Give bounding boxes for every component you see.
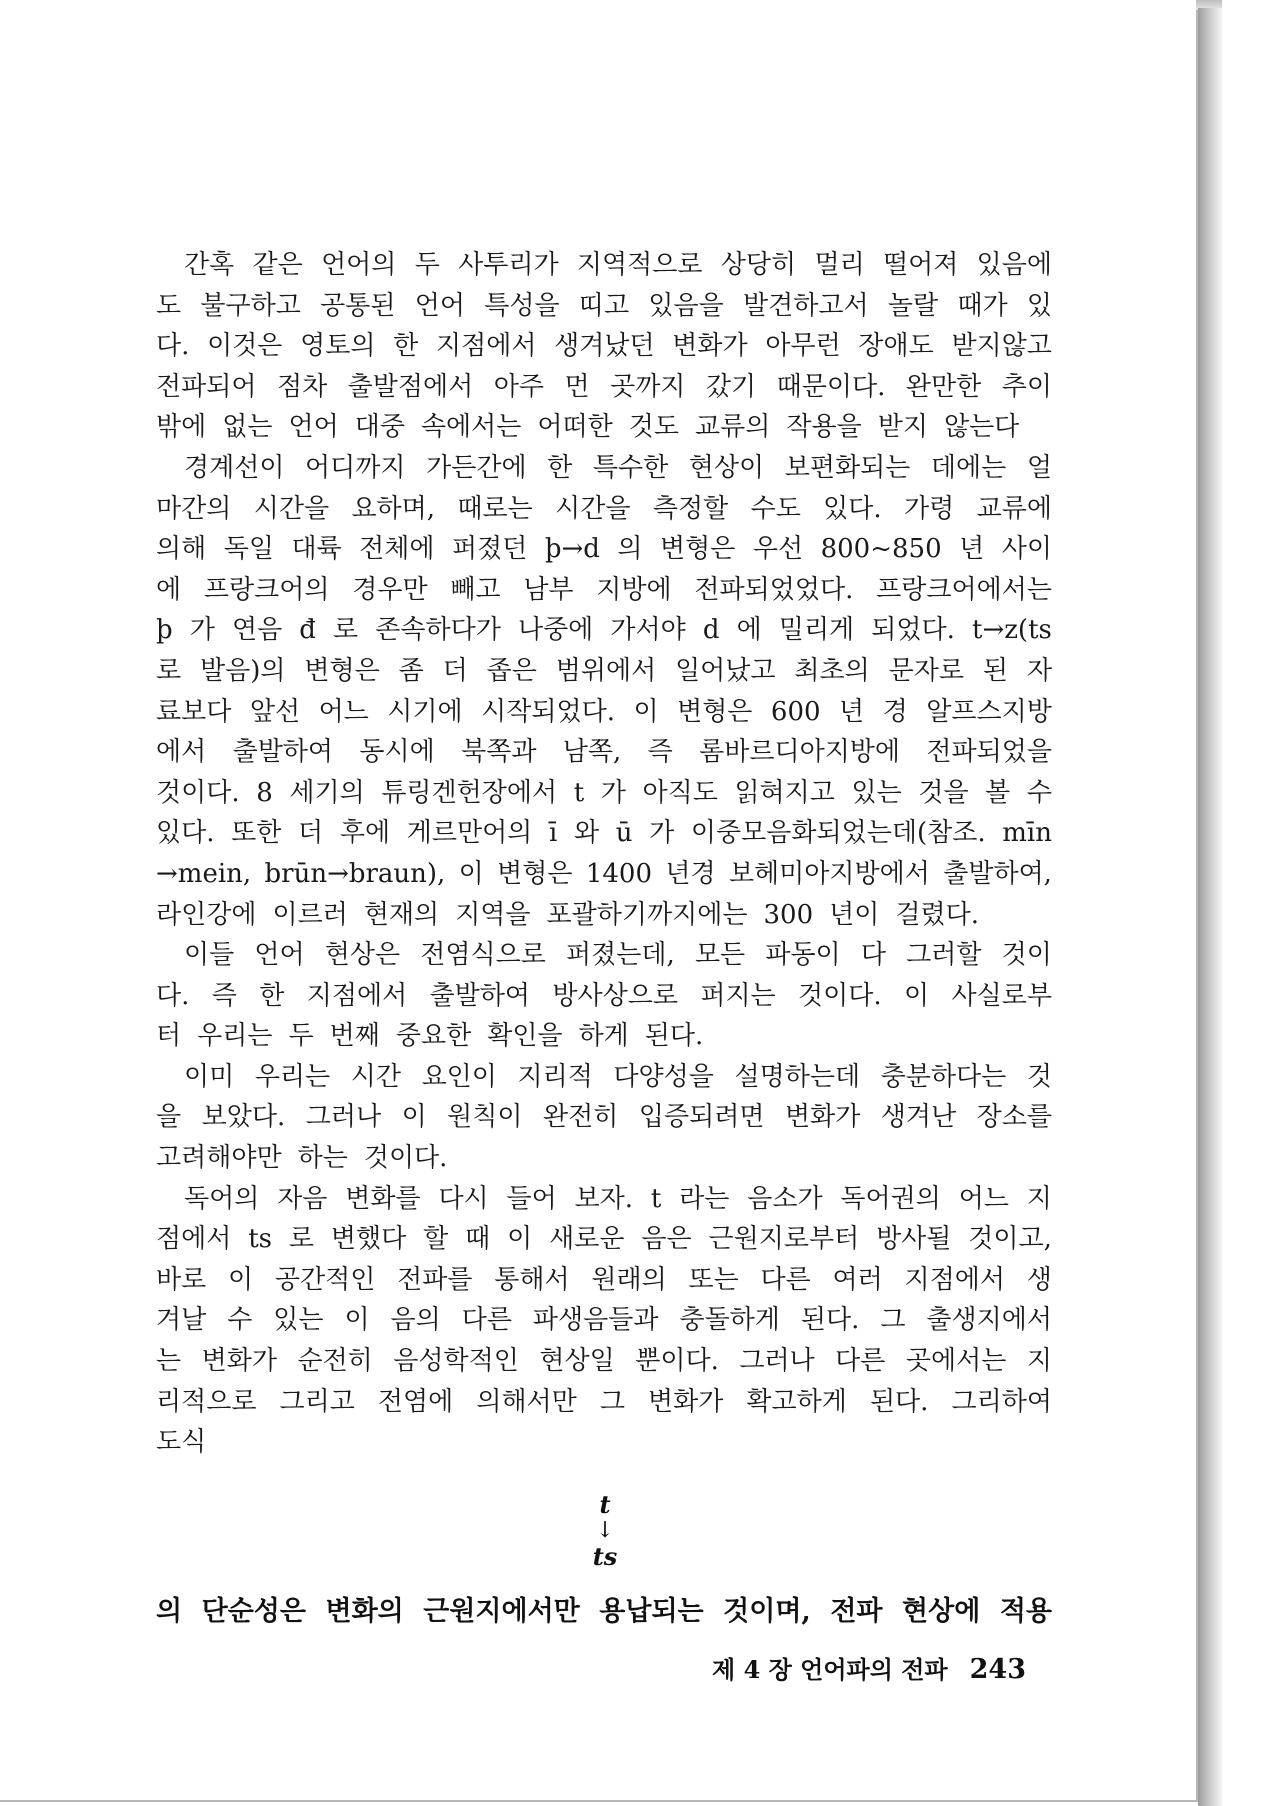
text-line: →mein, brūn→braun), 이 변형은 1400 년경 보헤미아지방에서 출발하여, bbox=[156, 858, 1052, 889]
paragraph bbox=[156, 1057, 1052, 1179]
formula-source-sound: t bbox=[599, 1490, 611, 1519]
text-line: 이들 언어 현상은 전염식으로 퍼졌는데, 모든 파동이 다 그러할 것이 bbox=[184, 940, 1052, 971]
text-line: 터 우리는 두 번째 중요한 확인을 하게 된다. bbox=[156, 1021, 704, 1052]
text-line: 리적으로 그리고 전염에 의해서만 그 변화가 확고하게 된다. 그리하여 bbox=[156, 1386, 1052, 1417]
text-line: 밖에 없는 언어 대중 속에서는 어떠한 것도 교류의 작용을 받지 않는다 bbox=[156, 412, 1020, 443]
down-arrow-icon: ↓ bbox=[595, 1518, 615, 1543]
paragraph bbox=[156, 245, 1052, 448]
text-line: 다. 이것은 영토의 한 지점에서 생겨났던 변화가 아무런 장애도 받지않고 bbox=[156, 331, 1052, 362]
formula-target-sound: ts bbox=[592, 1542, 618, 1571]
text-line: 있다. 또한 더 후에 게르만어의 ī 와 ū 가 이중모음화되었는데(참조. mīn bbox=[156, 818, 1052, 849]
text-line: 로 발음)의 변형은 좀 더 좁은 범위에서 일어났고 최초의 문자로 된 자 bbox=[156, 655, 1052, 686]
text-line: 이미 우리는 시간 요인이 지리적 다양성을 설명하는데 충분하다는 것 bbox=[184, 1061, 1052, 1092]
page-edge-shadow bbox=[1198, 8, 1222, 1806]
running-footer bbox=[706, 1650, 1026, 1690]
text-line: 료보다 앞선 어느 시기에 시작되었다. 이 변형은 600 년 경 알프스지방 bbox=[156, 696, 1052, 727]
text-line: 마간의 시간을 요하며, 때로는 시간을 측정할 수도 있다. 가령 교류에 bbox=[156, 493, 1052, 524]
text-line: 에 프랑크어의 경우만 빼고 남부 지방에 전파되었었다. 프랑크어에서는 bbox=[156, 574, 1052, 605]
text-line: 라인강에 이르러 현재의 지역을 포괄하기까지에는 300 년이 걸렸다. bbox=[156, 899, 979, 930]
text-line: 는 변화가 순전히 음성학적인 현상일 뿐이다. 그러나 다른 곳에서는 지 bbox=[156, 1346, 1052, 1377]
text-line: 도 불구하고 공통된 언어 특성을 띠고 있음을 발견하고서 놀랄 때가 있 bbox=[156, 290, 1052, 321]
text-line: 겨날 수 있는 이 음의 다른 파생음들과 충돌하게 된다. 그 출생지에서 bbox=[156, 1305, 1052, 1336]
text-line: 점에서 ts 로 변했다 할 때 이 새로운 음은 근원지로부터 방사될 것이고, bbox=[156, 1224, 1052, 1255]
text-line: 고려해야만 하는 것이다. bbox=[156, 1143, 448, 1174]
text-line: 의해 독일 대륙 전체에 퍼졌던 þ→d 의 변형은 우선 800~850 년 사이 bbox=[156, 534, 1052, 565]
paragraph bbox=[156, 448, 1052, 935]
text-line: 바로 이 공간적인 전파를 통해서 원래의 또는 다른 여러 지점에서 생 bbox=[156, 1264, 1052, 1295]
text-line: 간혹 같은 언어의 두 사투리가 지역적으로 상당히 멀리 떨어져 있음에 bbox=[184, 250, 1052, 280]
body-text bbox=[156, 245, 1052, 1463]
text-line: 전파되어 점차 출발점에서 아주 먼 곳까지 갔기 때문이다. 완만한 추이 bbox=[156, 371, 1052, 402]
text-line: þ 가 연음 đ 로 존속하다가 나중에 가서야 d 에 밀리게 되었다. t→z(ts bbox=[156, 615, 1052, 646]
chapter-title: 제 4 장 언어파의 전파 bbox=[712, 1655, 948, 1684]
paragraph bbox=[156, 1179, 1052, 1463]
text-line: 경계선이 어디까지 가든간에 한 특수한 현상이 보편화되는 데에는 얼 bbox=[184, 452, 1052, 483]
text-line: 에서 출발하여 동시에 북쪽과 남쪽, 즉 롬바르디아지방에 전파되었을 bbox=[156, 737, 1052, 768]
sound-change-formula bbox=[575, 1492, 635, 1570]
text-line: 을 보았다. 그러나 이 원칙이 완전히 입증되려면 변화가 생겨난 장소를 bbox=[156, 1102, 1052, 1133]
page-number: 243 bbox=[969, 1654, 1026, 1685]
paragraph bbox=[156, 935, 1052, 1057]
text-line: 독어의 자음 변화를 다시 들어 보자. t 라는 음소가 독어권의 어느 지 bbox=[184, 1183, 1052, 1214]
text-line: 것이다. 8 세기의 튜링겐헌장에서 t 가 아직도 읽혀지고 있는 것을 볼 수 bbox=[156, 777, 1052, 808]
text-line: 의 단순성은 변화의 근원지에서만 용납되는 것이며, 전파 현상에 적용 bbox=[156, 1596, 1052, 1627]
text-line: 다. 즉 한 지점에서 출발하여 방사상으로 퍼지는 것이다. 이 사실로부 bbox=[156, 980, 1052, 1011]
text-line: 도식 bbox=[156, 1427, 207, 1458]
